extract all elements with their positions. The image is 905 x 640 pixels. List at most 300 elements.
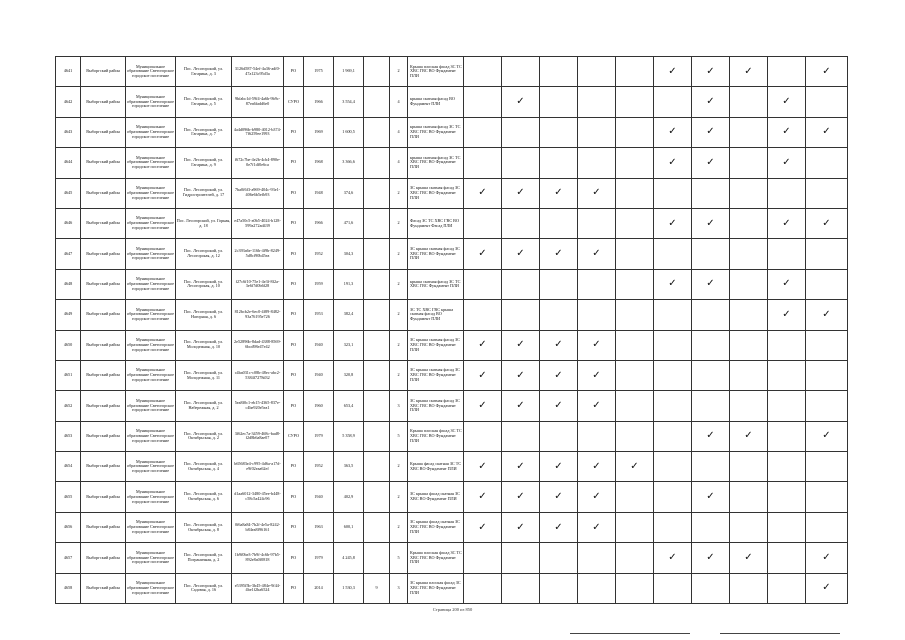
floors-cell: [364, 391, 390, 421]
row-number: 4649: [56, 300, 81, 330]
row-number: 4652: [56, 391, 81, 421]
check-cell-2: [502, 148, 540, 178]
check-cell-10: [806, 87, 848, 117]
owner-cell: Муниципальное образование Светогорское городское поселение: [126, 178, 176, 208]
check-cell-6: [654, 360, 692, 390]
year-cell: 1966: [304, 208, 334, 238]
works-cell: ЗС крыша скатная фасад ЗС ХВС ГВС ВО Фундамент ПЛИ: [408, 330, 464, 360]
floors-cell: [364, 512, 390, 542]
check-cell-5: [616, 269, 654, 299]
guid-cell: 5ea8f0c1-eb15-4365-837e-c4be920e5ea1: [232, 391, 284, 421]
table-row: [56, 512, 848, 542]
type-cell: РО: [284, 330, 304, 360]
checkmark-icon: ✓: [668, 217, 677, 229]
row-number: 4655: [56, 482, 81, 512]
works-cell: крыша скатная фасад ЗС ТС ХВС ГВС ВО Фундамент ПЛИ: [408, 148, 464, 178]
table-row: [56, 269, 848, 299]
owner-cell: Муниципальное образование Светогорское городское поселение: [126, 208, 176, 238]
table-row: [56, 300, 848, 330]
row-number: 4643: [56, 117, 81, 147]
works-cell: ЗС ТС ХВС ГВС крыша скатная фасад ВО Фундамент ПЛИ: [408, 300, 464, 330]
guid-cell: 9bfabc1d-59f4-4a6b-9b9c-87ea6fadd6e0: [232, 87, 284, 117]
check-cell-10: [806, 421, 848, 451]
year-cell: 1952: [304, 239, 334, 269]
checkmark-icon: ✓: [478, 339, 487, 351]
address-cell: Пос. Лесогорский, ул. Октябрьская, д. 2: [176, 421, 232, 451]
check-cell-3: [540, 208, 578, 238]
check-cell-6: [654, 482, 692, 512]
check-cell-8: [730, 391, 768, 421]
check-cell-8: [730, 178, 768, 208]
district-cell: Выборгский район: [81, 482, 126, 512]
floors-cell: [364, 300, 390, 330]
district-cell: Выборгский район: [81, 117, 126, 147]
area-cell: 320,8: [334, 360, 364, 390]
check-cell-8: [730, 452, 768, 482]
address-cell: Пос. Лесогорский, ул. Молодежная, д. 10: [176, 330, 232, 360]
district-cell: Выборгский район: [81, 57, 126, 87]
count-cell: 4: [390, 148, 408, 178]
owner-cell: Муниципальное образование Светогорское городское поселение: [126, 452, 176, 482]
check-cell-4: [578, 573, 616, 603]
check-cell-5: [616, 117, 654, 147]
works-cell: Фасад ЗС ТС ХВС ГВС ВО Фундамент Фасад ПЛИ: [408, 208, 464, 238]
year-cell: 1966: [304, 87, 334, 117]
check-cell-6: [654, 239, 692, 269]
works-cell: крыша скатная фасад ВО Фундамент ПЛИ: [408, 87, 464, 117]
guid-cell: f27c6f10-75e1-4e3f-8f2a-3e6f7d0b6f28: [232, 269, 284, 299]
table-row: [56, 239, 848, 269]
bottom-rule-right: [720, 633, 840, 634]
check-cell-3: [540, 117, 578, 147]
guid-cell: d1aa6012-3480-45ee-b448-c58c5a424c96: [232, 482, 284, 512]
checkmark-icon: ✓: [782, 278, 791, 290]
row-number: 4656: [56, 512, 81, 542]
check-cell-3: [540, 391, 578, 421]
checkmark-icon: ✓: [782, 96, 791, 108]
area-cell: 304,3: [334, 239, 364, 269]
row-number: 4653: [56, 421, 81, 451]
owner-cell: Муниципальное образование Светогорское городское поселение: [126, 117, 176, 147]
check-cell-3: [540, 239, 578, 269]
checkmark-icon: ✓: [782, 217, 791, 229]
check-cell-10: [806, 239, 848, 269]
checkmark-icon: ✓: [592, 248, 601, 260]
guid-cell: 1b9f0be3-7b9f-4c6b-97b5-892e8a0f0818: [232, 543, 284, 573]
check-cell-9: [768, 300, 806, 330]
guid-cell: e5395f5b-3b45-484e-9f44-4be1f2ba6524: [232, 573, 284, 603]
district-cell: Выборгский район: [81, 421, 126, 451]
check-cell-9: [768, 57, 806, 87]
check-cell-1: [464, 391, 502, 421]
checkmark-icon: ✓: [822, 551, 831, 563]
checkmark-icon: ✓: [706, 491, 715, 503]
check-cell-2: [502, 573, 540, 603]
guid-cell: b65683e4-c995-4d6a-a17d-e9f02eaa62ef: [232, 452, 284, 482]
checkmark-icon: ✓: [554, 491, 563, 503]
check-cell-10: [806, 269, 848, 299]
check-cell-10: [806, 543, 848, 573]
count-cell: 3: [390, 573, 408, 603]
owner-cell: Муниципальное образование Светогорское городское поселение: [126, 543, 176, 573]
checkmark-icon: ✓: [516, 248, 525, 260]
row-number: 4657: [56, 543, 81, 573]
check-cell-6: [654, 300, 692, 330]
year-cell: 1979: [304, 543, 334, 573]
checkmark-icon: ✓: [592, 339, 601, 351]
year-cell: 1979: [304, 421, 334, 451]
row-number: 4641: [56, 57, 81, 87]
check-cell-4: [578, 87, 616, 117]
check-cell-7: [692, 300, 730, 330]
area-cell: 653,4: [334, 391, 364, 421]
check-cell-4: [578, 452, 616, 482]
check-cell-4: [578, 269, 616, 299]
checkmark-icon: ✓: [516, 187, 525, 199]
table-row: [56, 178, 848, 208]
check-cell-8: [730, 300, 768, 330]
check-cell-1: [464, 57, 502, 87]
owner-cell: Муниципальное образование Светогорское городское поселение: [126, 512, 176, 542]
row-number: 4645: [56, 178, 81, 208]
check-cell-4: [578, 543, 616, 573]
address-cell: Пос. Лесогорский, ул. Горная, д. 18: [176, 208, 232, 238]
check-cell-1: [464, 482, 502, 512]
type-cell: РО: [284, 117, 304, 147]
check-cell-7: [692, 239, 730, 269]
count-cell: 2: [390, 482, 408, 512]
district-cell: Выборгский район: [81, 300, 126, 330]
check-cell-5: [616, 148, 654, 178]
check-cell-1: [464, 87, 502, 117]
check-cell-4: [578, 360, 616, 390]
count-cell: 4: [390, 117, 408, 147]
check-cell-5: [616, 421, 654, 451]
count-cell: 3: [390, 391, 408, 421]
floors-cell: [364, 421, 390, 451]
check-cell-7: [692, 452, 730, 482]
count-cell: 2: [390, 57, 408, 87]
type-cell: РО: [284, 208, 304, 238]
check-cell-8: [730, 239, 768, 269]
address-cell: Пос. Лесогорский, ул. Октябрьская, д. 6: [176, 482, 232, 512]
guid-cell: 2e52896b-8dad-4388-8569-6bcd98e47e42: [232, 330, 284, 360]
checkmark-icon: ✓: [516, 96, 525, 108]
address-cell: Пос. Лесогорский, ул. Молодежная, д. 11: [176, 360, 232, 390]
check-cell-5: [616, 300, 654, 330]
check-cell-6: [654, 421, 692, 451]
works-cell: Крыша плоская фасад ЗС ТС ХВС ГВС ВО Фундамент ПЛИ: [408, 543, 464, 573]
guid-cell: 3126d587-54ef-4a36-adf0-47a123c95d3a: [232, 57, 284, 87]
check-cell-9: [768, 208, 806, 238]
check-cell-4: [578, 148, 616, 178]
area-cell: 323,1: [334, 330, 364, 360]
check-cell-6: [654, 543, 692, 573]
district-cell: Выборгский район: [81, 87, 126, 117]
district-cell: Выборгский район: [81, 512, 126, 542]
check-cell-4: [578, 330, 616, 360]
count-cell: 5: [390, 543, 408, 573]
owner-cell: Муниципальное образование Светогорское городское поселение: [126, 269, 176, 299]
count-cell: 2: [390, 178, 408, 208]
check-cell-7: [692, 117, 730, 147]
works-cell: крыша скатная фасад ЗС ТС ХВС ГВС ВО Фундамент ПЛИ: [408, 117, 464, 147]
check-cell-6: [654, 330, 692, 360]
works-cell: крыша скатная фасад ЗС ТС ХВС ГВС Фундамент ПЛИ: [408, 269, 464, 299]
check-cell-6: [654, 148, 692, 178]
checkmark-icon: ✓: [478, 521, 487, 533]
check-cell-2: [502, 421, 540, 451]
checkmark-icon: ✓: [554, 187, 563, 199]
area-cell: 382,4: [334, 300, 364, 330]
district-cell: Выборгский район: [81, 208, 126, 238]
type-cell: РО: [284, 543, 304, 573]
floors-cell: [364, 178, 390, 208]
type-cell: РО: [284, 360, 304, 390]
row-number: 4648: [56, 269, 81, 299]
floors-cell: [364, 543, 390, 573]
type-cell: РО: [284, 57, 304, 87]
bottom-rule-left: [570, 633, 690, 634]
check-cell-7: [692, 330, 730, 360]
guid-cell: 2c393a6e-116b-4f9b-8249-5d8cf90b45ea: [232, 239, 284, 269]
check-cell-1: [464, 573, 502, 603]
check-cell-6: [654, 57, 692, 87]
check-cell-5: [616, 208, 654, 238]
floors-cell: 9: [364, 573, 390, 603]
table-row: [56, 208, 848, 238]
check-cell-7: [692, 482, 730, 512]
type-cell: РО: [284, 452, 304, 482]
district-cell: Выборгский район: [81, 269, 126, 299]
check-cell-9: [768, 117, 806, 147]
checkmark-icon: ✓: [516, 521, 525, 533]
check-cell-2: [502, 452, 540, 482]
checkmark-icon: ✓: [630, 460, 639, 472]
check-cell-10: [806, 208, 848, 238]
table-row: [56, 482, 848, 512]
district-cell: Выборгский район: [81, 148, 126, 178]
count-cell: 5: [390, 421, 408, 451]
area-cell: 374,6: [334, 178, 364, 208]
year-cell: 1953: [304, 300, 334, 330]
works-cell: ЗС крыша фасад скатная ЗС ХВС ВО Фундамент ПЛИ: [408, 482, 464, 512]
check-cell-3: [540, 482, 578, 512]
check-cell-2: [502, 512, 540, 542]
checkmark-icon: ✓: [554, 369, 563, 381]
table-row: [56, 391, 848, 421]
area-cell: 4 245,8: [334, 543, 364, 573]
check-cell-9: [768, 360, 806, 390]
owner-cell: Муниципальное образование Светогорское городское поселение: [126, 482, 176, 512]
check-cell-10: [806, 360, 848, 390]
table-row: [56, 117, 848, 147]
checkmark-icon: ✓: [744, 65, 753, 77]
count-cell: 2: [390, 452, 408, 482]
works-cell: ЗС крыша фасад скатная ЗС ХВС ГВС ВО Фундамент ПЛИ: [408, 512, 464, 542]
check-cell-5: [616, 482, 654, 512]
check-cell-6: [654, 87, 692, 117]
address-cell: Пос. Лесогорский, ул. Лесогорская, д. 12: [176, 239, 232, 269]
floors-cell: [364, 452, 390, 482]
address-cell: Пос. Лесогорский, ул. Пограничная, д. 2: [176, 543, 232, 573]
check-cell-9: [768, 330, 806, 360]
owner-cell: Муниципальное образование Светогорское городское поселение: [126, 57, 176, 87]
check-cell-8: [730, 573, 768, 603]
check-cell-4: [578, 300, 616, 330]
check-cell-7: [692, 573, 730, 603]
check-cell-4: [578, 117, 616, 147]
floors-cell: [364, 482, 390, 512]
checkmark-icon: ✓: [706, 126, 715, 138]
check-cell-7: [692, 269, 730, 299]
area-cell: 600,1: [334, 512, 364, 542]
check-cell-10: [806, 330, 848, 360]
checkmark-icon: ✓: [744, 430, 753, 442]
row-number: 4654: [56, 452, 81, 482]
check-cell-3: [540, 421, 578, 451]
works-cell: Крыша фасад скатная ЗС ТС ХВС ВО Фундамент ПЛИ: [408, 452, 464, 482]
checkmark-icon: ✓: [706, 430, 715, 442]
year-cell: 1968: [304, 148, 334, 178]
owner-cell: Муниципальное образование Светогорское городское поселение: [126, 391, 176, 421]
checkmark-icon: ✓: [478, 460, 487, 472]
check-cell-8: [730, 57, 768, 87]
check-cell-8: [730, 208, 768, 238]
check-cell-3: [540, 512, 578, 542]
checkmark-icon: ✓: [668, 126, 677, 138]
row-number: 4647: [56, 239, 81, 269]
row-number: 4650: [56, 330, 81, 360]
housing-table: [55, 56, 848, 604]
checkmark-icon: ✓: [592, 399, 601, 411]
check-cell-9: [768, 452, 806, 482]
check-cell-1: [464, 452, 502, 482]
type-cell: СУРО: [284, 87, 304, 117]
address-cell: Пос. Лесогорский, ул. Гагарина, д. 3: [176, 57, 232, 87]
count-cell: 2: [390, 360, 408, 390]
checkmark-icon: ✓: [668, 278, 677, 290]
works-cell: ЗС крыша скатная фасад ЗС ХВС ГВС ВО Фундамент ПЛИ: [408, 391, 464, 421]
row-number: 4651: [56, 360, 81, 390]
page-footer: Страница 200 из 850: [432, 607, 473, 612]
check-cell-5: [616, 239, 654, 269]
check-cell-8: [730, 421, 768, 451]
check-cell-2: [502, 300, 540, 330]
check-cell-2: [502, 360, 540, 390]
check-cell-1: [464, 178, 502, 208]
checkmark-icon: ✓: [554, 521, 563, 533]
area-cell: 1 969,1: [334, 57, 364, 87]
checkmark-icon: ✓: [516, 491, 525, 503]
check-cell-1: [464, 543, 502, 573]
type-cell: РО: [284, 512, 304, 542]
checkmark-icon: ✓: [592, 460, 601, 472]
checkmark-icon: ✓: [592, 369, 601, 381]
checkmark-icon: ✓: [706, 278, 715, 290]
check-cell-8: [730, 360, 768, 390]
checkmark-icon: ✓: [782, 126, 791, 138]
check-cell-3: [540, 360, 578, 390]
year-cell: 1940: [304, 360, 334, 390]
check-cell-6: [654, 512, 692, 542]
check-cell-2: [502, 87, 540, 117]
area-cell: 402,9: [334, 482, 364, 512]
checkmark-icon: ✓: [668, 65, 677, 77]
check-cell-5: [616, 512, 654, 542]
type-cell: РО: [284, 573, 304, 603]
check-cell-1: [464, 117, 502, 147]
check-cell-10: [806, 117, 848, 147]
guid-cell: f672c7be-4e2b-4cb4-890e-0e7f1df0e6ca: [232, 148, 284, 178]
check-cell-6: [654, 452, 692, 482]
year-cell: 1969: [304, 117, 334, 147]
check-cell-6: [654, 117, 692, 147]
area-cell: 3 366,6: [334, 148, 364, 178]
check-cell-1: [464, 360, 502, 390]
table-row: [56, 57, 848, 87]
type-cell: РО: [284, 239, 304, 269]
check-cell-9: [768, 391, 806, 421]
check-cell-8: [730, 482, 768, 512]
works-cell: ЗС крыша скатная фасад ЗС ХВС ГВС ВО Фундамент ПЛИ: [408, 360, 464, 390]
year-cell: 1940: [304, 330, 334, 360]
check-cell-7: [692, 391, 730, 421]
floors-cell: [364, 117, 390, 147]
check-cell-7: [692, 512, 730, 542]
district-cell: Выборгский район: [81, 360, 126, 390]
row-number: 4646: [56, 208, 81, 238]
owner-cell: Муниципальное образование Светогорское городское поселение: [126, 239, 176, 269]
check-cell-1: [464, 208, 502, 238]
address-cell: Пос. Лесогорский, ул. Садовая, д. 16: [176, 573, 232, 603]
floors-cell: [364, 360, 390, 390]
check-cell-7: [692, 360, 730, 390]
district-cell: Выборгский район: [81, 239, 126, 269]
guid-cell: 812bcb2e-6ec0-4f89-8482-93a76195e726: [232, 300, 284, 330]
check-cell-2: [502, 330, 540, 360]
guid-cell: 7ba0f6f3-a969-404c-93e1-406e6b5efb93: [232, 178, 284, 208]
table-row: [56, 452, 848, 482]
check-cell-7: [692, 208, 730, 238]
table-row: [56, 87, 848, 117]
check-cell-4: [578, 512, 616, 542]
check-cell-3: [540, 330, 578, 360]
check-cell-10: [806, 148, 848, 178]
table-row: [56, 421, 848, 451]
owner-cell: Муниципальное образование Светогорское городское поселение: [126, 148, 176, 178]
checkmark-icon: ✓: [668, 156, 677, 168]
check-cell-3: [540, 269, 578, 299]
floors-cell: [364, 148, 390, 178]
check-cell-6: [654, 269, 692, 299]
checkmark-icon: ✓: [592, 491, 601, 503]
check-cell-2: [502, 269, 540, 299]
address-cell: Пос. Лесогорский, ул. Набережная, д. 2: [176, 391, 232, 421]
check-cell-8: [730, 87, 768, 117]
year-cell: 1963: [304, 512, 334, 542]
check-cell-2: [502, 57, 540, 87]
check-cell-8: [730, 543, 768, 573]
checkmark-icon: ✓: [822, 430, 831, 442]
check-cell-3: [540, 148, 578, 178]
check-cell-1: [464, 512, 502, 542]
checkmark-icon: ✓: [516, 460, 525, 472]
address-cell: Пос. Лесогорский, ул. Нагорная, д. 6: [176, 300, 232, 330]
checkmark-icon: ✓: [706, 96, 715, 108]
guid-cell: e47a50c5-a0b5-4024-b128-599a272ad439: [232, 208, 284, 238]
floors-cell: [364, 239, 390, 269]
